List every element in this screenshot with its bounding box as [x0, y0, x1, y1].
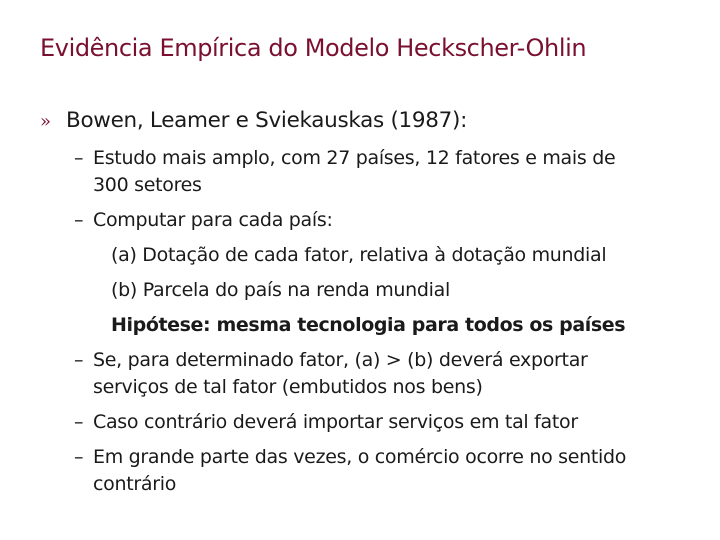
- sub-item-import: [74, 409, 578, 436]
- sub-item-text: Caso contrário deverá importar serviços em tal fator: [93, 411, 578, 433]
- detail-line-b: (b) Parcela do país na renda mundial: [111, 279, 450, 301]
- dash-marker: –: [74, 446, 84, 468]
- sub-item-continuation: 300 setores: [93, 174, 202, 196]
- detail-line-a: (a) Dotação de cada fator, relativa à dotação mundial: [111, 244, 607, 266]
- sub-item-continuation: serviços de tal fator (embutidos nos bens): [93, 376, 483, 398]
- sub-item-text: Computar para cada país:: [93, 209, 333, 231]
- sub-item-computar: [74, 207, 333, 234]
- dash-marker: –: [74, 147, 84, 169]
- dash-marker: –: [74, 411, 84, 433]
- sub-item-text: Em grande parte das vezes, o comércio ocorre no sentido: [93, 446, 627, 468]
- bullet-marker-icon: »: [40, 111, 52, 132]
- slide-title: Evidência Empírica do Modelo Heckscher-Ohlin: [40, 34, 587, 62]
- dash-marker: –: [74, 209, 84, 231]
- sub-item-text: Se, para determinado fator, (a) > (b) deverá exportar: [93, 349, 588, 371]
- sub-item-export: [74, 347, 588, 374]
- dash-marker: –: [74, 349, 84, 371]
- sub-item-text: Estudo mais amplo, com 27 países, 12 fatores e mais de: [93, 147, 616, 169]
- hypothesis-line: Hipótese: mesma tecnologia para todos os países: [111, 314, 626, 336]
- main-bullet-text: Bowen, Leamer e Sviekauskas (1987):: [66, 108, 468, 133]
- sub-item-continuation: contrário: [93, 473, 177, 495]
- sub-item-estudo: [74, 145, 615, 172]
- sub-item-commerce: [74, 444, 626, 471]
- main-bullet: [40, 108, 467, 133]
